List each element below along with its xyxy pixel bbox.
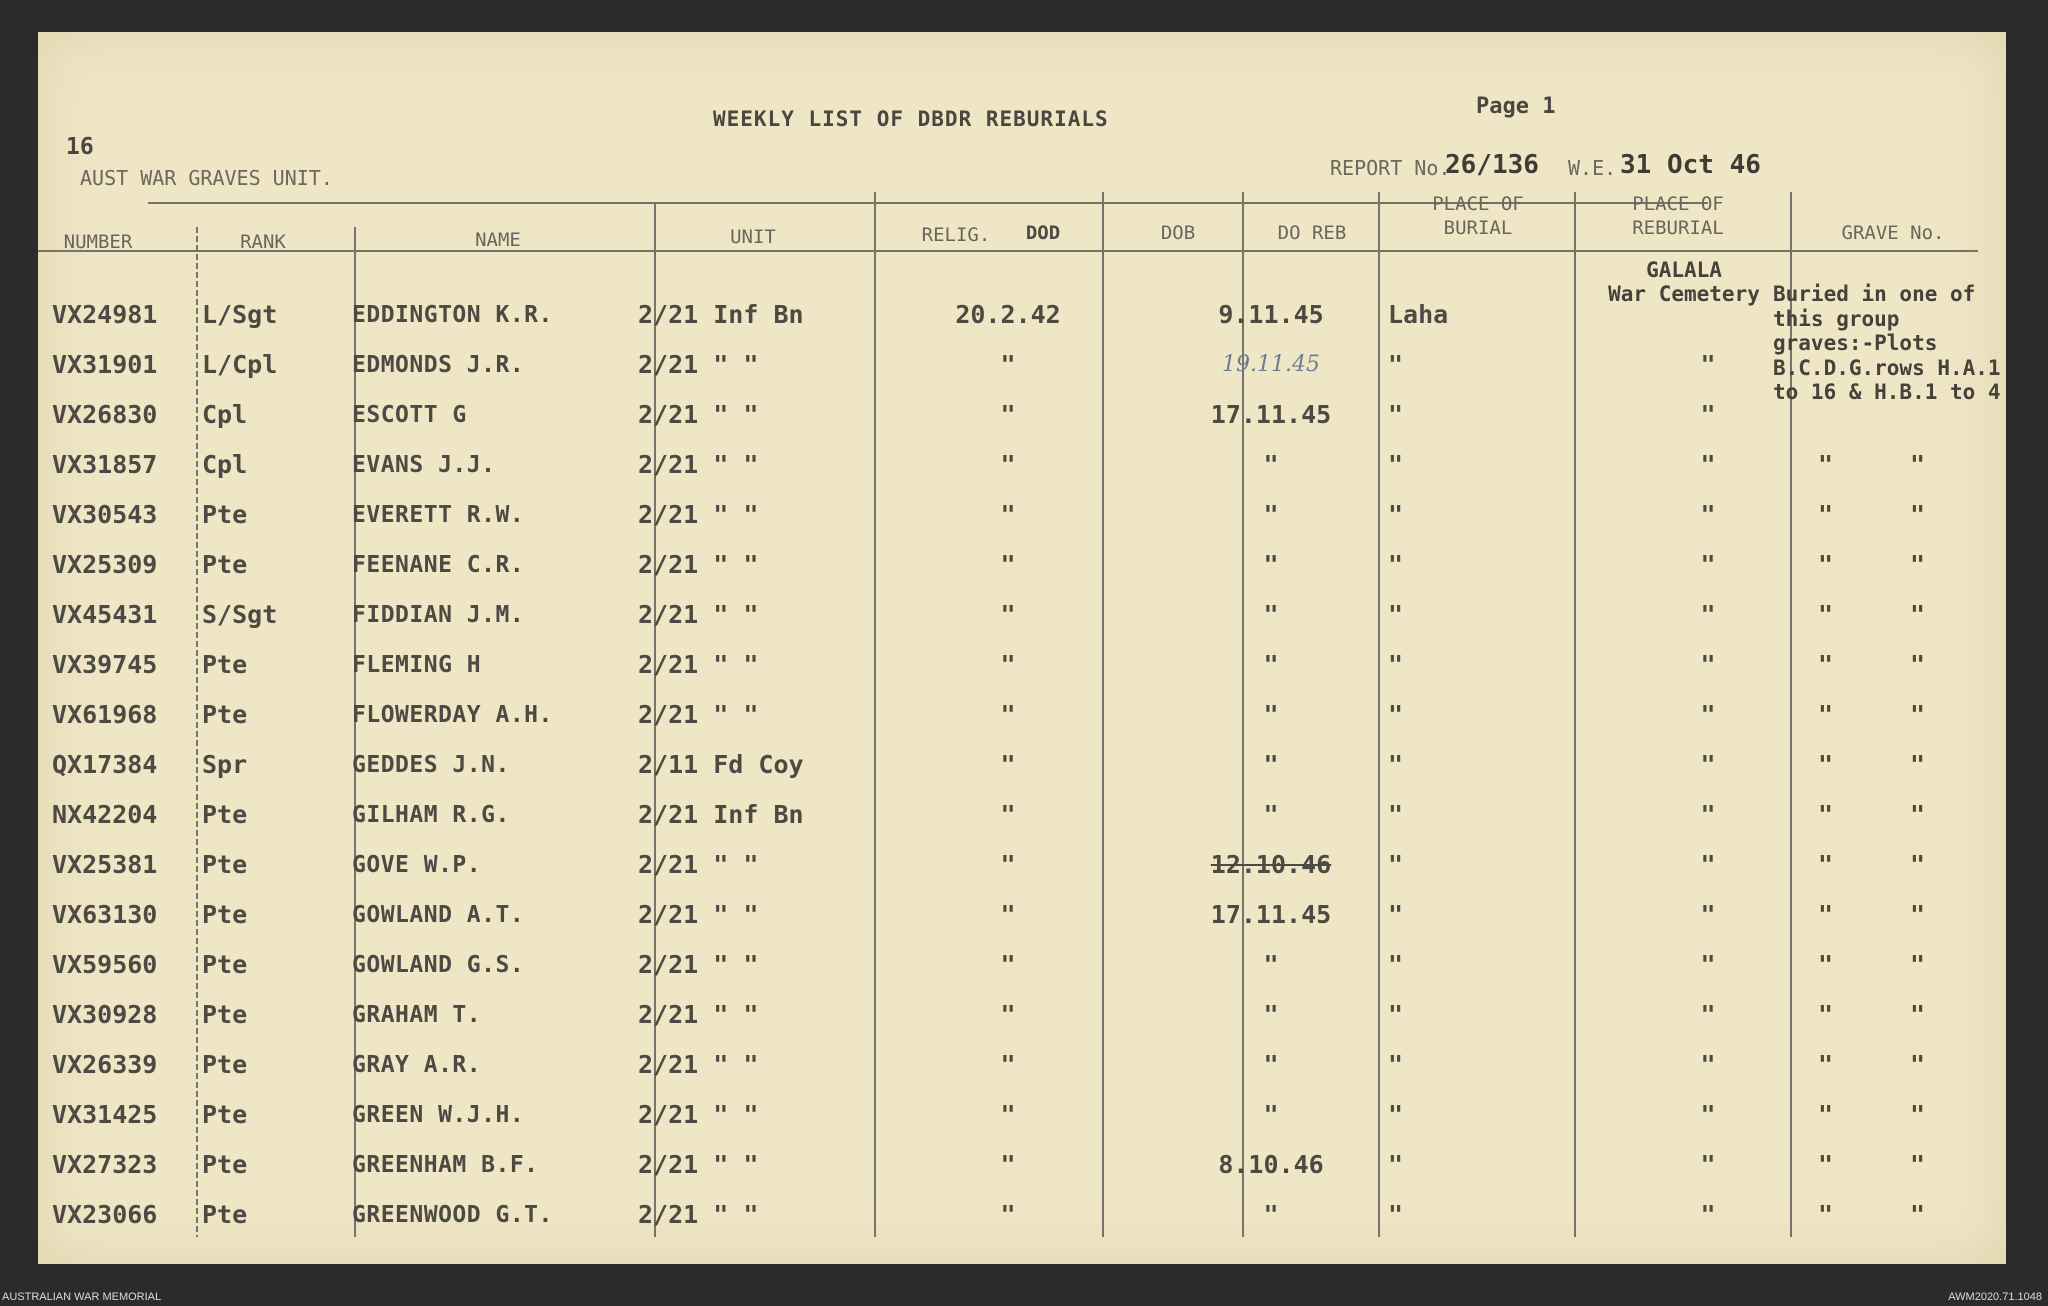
service-number-cell: VX59560	[52, 950, 158, 979]
table-row	[38, 1198, 2006, 1238]
place-of-burial-cell: "	[1388, 850, 1404, 879]
archive-caption: AUSTRALIAN WAR MEMORIAL	[2, 1291, 162, 1303]
name-cell: GEDDES J.N.	[352, 752, 510, 778]
date-of-reburial-cell: 9.11.45	[1218, 300, 1324, 329]
rank-cell: Pte	[202, 1000, 248, 1029]
date-of-reburial-cell: "	[1263, 600, 1279, 629]
rank-cell: Pte	[202, 500, 248, 529]
place-of-burial-cell: "	[1388, 450, 1404, 479]
place-of-burial-cell: "	[1388, 1100, 1404, 1129]
unit-cell: 2/21 " "	[638, 1150, 759, 1179]
date-of-death-cell: "	[1000, 900, 1016, 929]
table-row	[38, 398, 2006, 438]
date-of-reburial-cell: 19.11.45	[1222, 352, 1320, 377]
name-cell: GOWLAND G.S.	[352, 952, 525, 978]
service-number-cell: VX30543	[52, 500, 158, 529]
grave-plot-cell: "	[1818, 950, 1834, 979]
date-of-death-cell: 20.2.42	[955, 300, 1061, 329]
page-number: 16	[66, 134, 94, 160]
place-of-burial-cell: "	[1388, 550, 1404, 579]
date-of-reburial-cell: "	[1263, 500, 1279, 529]
place-of-burial-cell: "	[1388, 650, 1404, 679]
unit-cell: 2/21 " "	[638, 700, 759, 729]
place-of-reburial-cell: "	[1700, 350, 1716, 379]
unit-name: AUST WAR GRAVES UNIT.	[80, 166, 333, 190]
name-cell: GRAHAM T.	[352, 1002, 482, 1028]
grave-plot-cell: "	[1818, 1050, 1834, 1079]
grave-row-cell: "	[1910, 500, 1926, 529]
date-of-death-cell: "	[1000, 700, 1016, 729]
date-of-death-cell: "	[1000, 1200, 1016, 1229]
reburial-place: GALALA War Cemetery	[1608, 258, 1760, 306]
unit-cell: 2/21 " "	[638, 950, 759, 979]
place-of-burial-cell: "	[1388, 500, 1404, 529]
place-of-burial-cell: "	[1388, 700, 1404, 729]
table-row	[38, 298, 2006, 338]
grave-row-cell: "	[1910, 1150, 1926, 1179]
date-of-death-cell: "	[1000, 400, 1016, 429]
header-unit: UNIT	[730, 226, 776, 248]
unit-cell: 2/21 Inf Bn	[638, 300, 804, 329]
grave-row-cell: "	[1910, 1100, 1926, 1129]
date-of-reburial-cell: "	[1263, 650, 1279, 679]
date-of-death-cell: "	[1000, 450, 1016, 479]
rank-cell: Pte	[202, 900, 248, 929]
table-row	[38, 998, 2006, 1038]
header-grave: GRAVE No.	[1841, 222, 1945, 244]
grave-row-cell: "	[1910, 700, 1926, 729]
name-cell: FEENANE C.R.	[352, 552, 525, 578]
grave-row-cell: "	[1910, 450, 1926, 479]
name-cell: GRAY A.R.	[352, 1052, 482, 1078]
unit-cell: 2/21 " "	[638, 1000, 759, 1029]
archive-reference: AWM2020.71.1048	[1948, 1291, 2042, 1303]
header-number: NUMBER	[63, 231, 133, 253]
rank-cell: S/Sgt	[202, 600, 278, 629]
service-number-cell: VX25381	[52, 850, 158, 879]
table-row	[38, 598, 2006, 638]
place-of-reburial-cell: "	[1700, 500, 1716, 529]
service-number-cell: VX31901	[52, 350, 158, 379]
date-of-death-cell: "	[1000, 1150, 1016, 1179]
rank-cell: Cpl	[202, 400, 248, 429]
grave-row-cell: "	[1910, 1050, 1926, 1079]
grave-plot-cell: "	[1818, 1000, 1834, 1029]
grave-row-cell: "	[1910, 850, 1926, 879]
name-cell: EVERETT R.W.	[352, 502, 525, 528]
grave-plot-cell: "	[1818, 700, 1834, 729]
place-of-reburial-cell: "	[1700, 1000, 1716, 1029]
unit-cell: 2/21 " "	[638, 1050, 759, 1079]
date-of-death-cell: "	[1000, 350, 1016, 379]
name-cell: GILHAM R.G.	[352, 802, 510, 828]
grave-row-cell: "	[1910, 650, 1926, 679]
date-of-reburial-cell: 17.11.45	[1210, 900, 1332, 929]
grave-plot-cell: "	[1818, 750, 1834, 779]
place-of-reburial-cell: "	[1700, 600, 1716, 629]
unit-cell: 2/21 " "	[638, 450, 759, 479]
grave-plot-cell: "	[1818, 500, 1834, 529]
date-of-reburial-cell: 8.10.46	[1218, 1150, 1324, 1179]
service-number-cell: VX26830	[52, 400, 158, 429]
rank-cell: Pte	[202, 550, 248, 579]
service-number-cell: VX63130	[52, 900, 158, 929]
week-ending-label: W.E.	[1568, 156, 1617, 180]
place-of-reburial-cell: "	[1700, 1050, 1716, 1079]
name-cell: ESCOTT G	[352, 402, 467, 428]
service-number-cell: VX24981	[52, 300, 158, 329]
date-of-death-cell: "	[1000, 500, 1016, 529]
date-of-death-cell: "	[1000, 1000, 1016, 1029]
rank-cell: Spr	[202, 750, 248, 779]
document-title: WEEKLY LIST OF DBDR REBURIALS	[713, 107, 1109, 131]
grave-plot-cell: "	[1818, 650, 1834, 679]
header-dod: DOD	[1025, 222, 1061, 244]
rank-cell: L/Cpl	[202, 350, 278, 379]
unit-cell: 2/21 " "	[638, 650, 759, 679]
grave-row-cell: "	[1910, 900, 1926, 929]
table-row	[38, 698, 2006, 738]
date-of-death-cell: "	[1000, 1100, 1016, 1129]
date-of-reburial-cell: "	[1263, 800, 1279, 829]
name-cell: FLEMING H	[352, 652, 482, 678]
service-number-cell: VX45431	[52, 600, 158, 629]
rank-cell: Cpl	[202, 450, 248, 479]
date-of-reburial-cell: 12.10.46	[1210, 850, 1332, 879]
page-label: Page 1	[1476, 94, 1556, 119]
date-of-death-cell: "	[1000, 950, 1016, 979]
name-cell: EVANS J.J.	[352, 452, 496, 478]
place-of-reburial-cell: "	[1700, 850, 1716, 879]
place-of-burial-cell: "	[1388, 950, 1404, 979]
unit-cell: 2/21 " "	[638, 550, 759, 579]
place-of-burial-cell: "	[1388, 1050, 1404, 1079]
unit-cell: 2/21 " "	[638, 1200, 759, 1229]
grave-plot-cell: "	[1818, 1200, 1834, 1229]
header-reburial: PLACE OF REBURIAL	[1632, 193, 1724, 239]
grave-plot-cell: "	[1818, 550, 1834, 579]
table-row	[38, 748, 2006, 788]
grave-plot-cell: "	[1818, 600, 1834, 629]
grave-plot-cell: "	[1818, 450, 1834, 479]
place-of-reburial-cell: "	[1700, 750, 1716, 779]
date-of-death-cell: "	[1000, 800, 1016, 829]
header-name: NAME	[475, 229, 521, 251]
date-of-reburial-cell: "	[1263, 550, 1279, 579]
service-number-cell: VX31857	[52, 450, 158, 479]
service-number-cell: QX17384	[52, 750, 158, 779]
grave-row-cell: "	[1910, 950, 1926, 979]
grave-row-cell: "	[1910, 1000, 1926, 1029]
place-of-reburial-cell: "	[1700, 1200, 1716, 1229]
header-doreb: DO REB	[1277, 222, 1347, 244]
date-of-death-cell: "	[1000, 650, 1016, 679]
service-number-cell: VX25309	[52, 550, 158, 579]
grave-plot-cell: "	[1818, 850, 1834, 879]
week-ending-date: 31 Oct 46	[1620, 150, 1761, 180]
date-of-death-cell: "	[1000, 600, 1016, 629]
name-cell: GOVE W.P.	[352, 852, 482, 878]
place-of-burial-cell: Laha	[1388, 300, 1449, 329]
place-of-burial-cell: "	[1388, 750, 1404, 779]
grave-plot-cell: "	[1818, 1150, 1834, 1179]
date-of-reburial-cell: "	[1263, 1100, 1279, 1129]
table-row	[38, 448, 2006, 488]
rank-cell: Pte	[202, 1100, 248, 1129]
report-label: REPORT No.	[1330, 156, 1451, 180]
place-of-reburial-cell: "	[1700, 450, 1716, 479]
place-of-reburial-cell: "	[1700, 950, 1716, 979]
table-row	[38, 548, 2006, 588]
header-dob: DOB	[1160, 222, 1196, 244]
grave-row-cell: "	[1910, 800, 1926, 829]
date-of-reburial-cell: "	[1263, 750, 1279, 779]
unit-cell: 2/21 " "	[638, 600, 759, 629]
place-of-burial-cell: "	[1388, 1000, 1404, 1029]
service-number-cell: VX30928	[52, 1000, 158, 1029]
place-of-burial-cell: "	[1388, 800, 1404, 829]
header-relig: RELIG.	[921, 224, 991, 246]
name-cell: GOWLAND A.T.	[352, 902, 525, 928]
unit-cell: 2/21 " "	[638, 500, 759, 529]
place-of-reburial-cell: "	[1700, 1150, 1716, 1179]
grave-plot-cell: "	[1818, 1100, 1834, 1129]
table-row	[38, 948, 2006, 988]
name-cell: GREEN W.J.H.	[352, 1102, 525, 1128]
service-number-cell: VX23066	[52, 1200, 158, 1229]
place-of-reburial-cell: "	[1700, 550, 1716, 579]
table-row	[38, 1148, 2006, 1188]
service-number-cell: VX27323	[52, 1150, 158, 1179]
name-cell: GREENWOOD G.T.	[352, 1202, 553, 1228]
place-of-reburial-cell: "	[1700, 900, 1716, 929]
place-of-burial-cell: "	[1388, 350, 1404, 379]
unit-cell: 2/21 " "	[638, 850, 759, 879]
unit-cell: 2/21 Inf Bn	[638, 800, 804, 829]
place-of-burial-cell: "	[1388, 900, 1404, 929]
grave-plot-cell: "	[1818, 800, 1834, 829]
date-of-reburial-cell: "	[1263, 1000, 1279, 1029]
name-cell: FIDDIAN J.M.	[352, 602, 525, 628]
grave-row-cell: "	[1910, 1200, 1926, 1229]
date-of-reburial-cell: "	[1263, 950, 1279, 979]
service-number-cell: VX61968	[52, 700, 158, 729]
name-cell: GREENHAM B.F.	[352, 1152, 539, 1178]
rank-cell: Pte	[202, 1050, 248, 1079]
table-row	[38, 348, 2006, 388]
name-cell: FLOWERDAY A.H.	[352, 702, 553, 728]
place-of-burial-cell: "	[1388, 1200, 1404, 1229]
grave-note: Buried in one of this group graves:-Plots B.C.D.G.rows H.A.1 to 16 & H.B.1 to 4	[1773, 282, 2001, 404]
service-number-cell: NX42204	[52, 800, 158, 829]
place-of-reburial-cell: "	[1700, 1100, 1716, 1129]
place-of-reburial-cell: "	[1700, 700, 1716, 729]
date-of-reburial-cell: "	[1263, 700, 1279, 729]
place-of-burial-cell: "	[1388, 400, 1404, 429]
report-number: 26/136	[1445, 150, 1539, 180]
place-of-reburial-cell: "	[1700, 400, 1716, 429]
unit-cell: 2/21 " "	[638, 900, 759, 929]
name-cell: EDMONDS J.R.	[352, 352, 525, 378]
table-row	[38, 1048, 2006, 1088]
grave-row-cell: "	[1910, 600, 1926, 629]
date-of-reburial-cell: "	[1263, 1050, 1279, 1079]
date-of-reburial-cell: "	[1263, 450, 1279, 479]
unit-cell: 2/11 Fd Coy	[638, 750, 804, 779]
header-rank: RANK	[240, 231, 286, 253]
date-of-death-cell: "	[1000, 750, 1016, 779]
unit-cell: 2/21 " "	[638, 350, 759, 379]
rank-cell: L/Sgt	[202, 300, 278, 329]
rank-cell: Pte	[202, 1150, 248, 1179]
table-row	[38, 798, 2006, 838]
place-of-burial-cell: "	[1388, 600, 1404, 629]
name-cell: EDDINGTON K.R.	[352, 302, 553, 328]
place-of-reburial-cell: "	[1700, 800, 1716, 829]
table-row	[38, 648, 2006, 688]
header-burial: PLACE OF BURIAL	[1432, 193, 1524, 239]
place-of-reburial-cell: "	[1700, 650, 1716, 679]
grave-plot-cell: "	[1818, 900, 1834, 929]
table-row	[38, 1098, 2006, 1138]
document-page	[38, 32, 2006, 1264]
table-row	[38, 498, 2006, 538]
date-of-death-cell: "	[1000, 850, 1016, 879]
unit-cell: 2/21 " "	[638, 1100, 759, 1129]
date-of-death-cell: "	[1000, 550, 1016, 579]
date-of-reburial-cell: 17.11.45	[1210, 400, 1332, 429]
place-of-burial-cell: "	[1388, 1150, 1404, 1179]
service-number-cell: VX31425	[52, 1100, 158, 1129]
service-number-cell: VX39745	[52, 650, 158, 679]
rank-cell: Pte	[202, 850, 248, 879]
table-row	[38, 848, 2006, 888]
grave-row-cell: "	[1910, 550, 1926, 579]
date-of-reburial-cell: "	[1263, 1200, 1279, 1229]
grave-row-cell: "	[1910, 750, 1926, 779]
rank-cell: Pte	[202, 800, 248, 829]
rank-cell: Pte	[202, 950, 248, 979]
rank-cell: Pte	[202, 650, 248, 679]
rank-cell: Pte	[202, 1200, 248, 1229]
service-number-cell: VX26339	[52, 1050, 158, 1079]
header-bottom-rule	[38, 250, 1978, 252]
unit-cell: 2/21 " "	[638, 400, 759, 429]
rank-cell: Pte	[202, 700, 248, 729]
date-of-death-cell: "	[1000, 1050, 1016, 1079]
table-row	[38, 898, 2006, 938]
